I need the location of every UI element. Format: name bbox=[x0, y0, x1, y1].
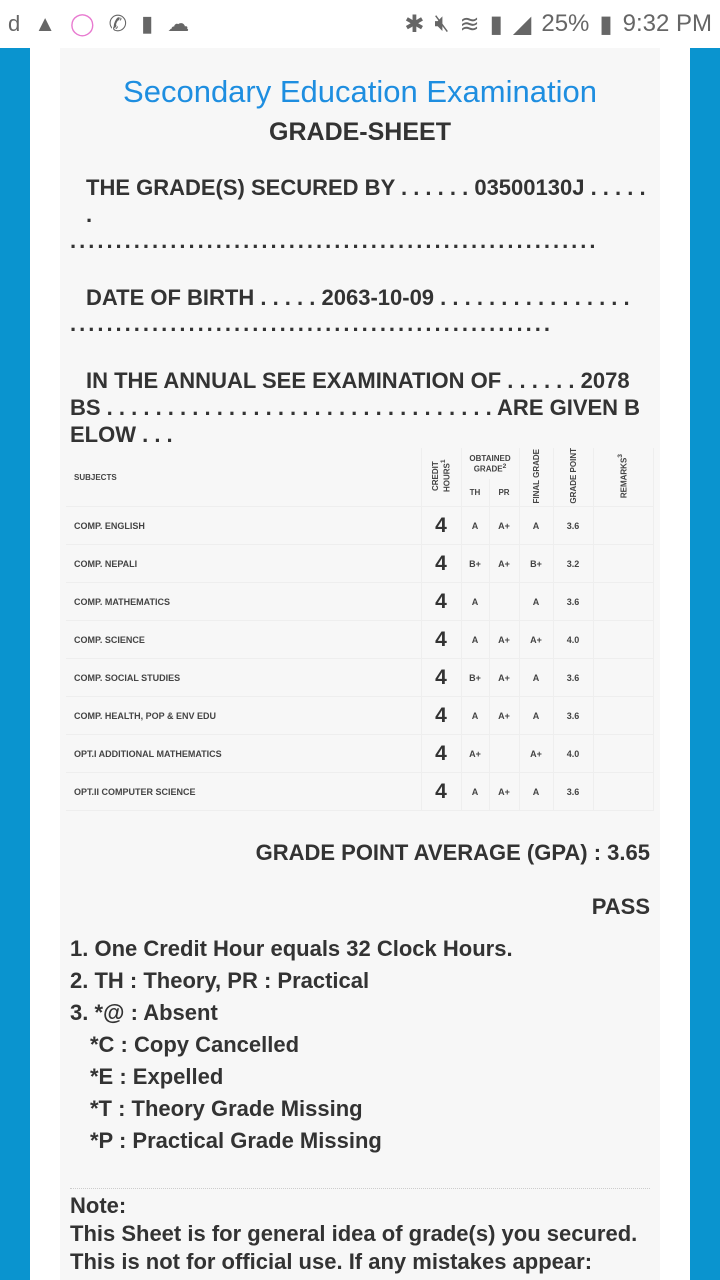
legend-item: *T : Theory Grade Missing bbox=[90, 1096, 363, 1121]
credit-cell: 4 bbox=[421, 621, 461, 659]
status-bar bbox=[0, 0, 720, 48]
th-grade-cell: A+ bbox=[461, 735, 489, 773]
credit-cell: 4 bbox=[421, 583, 461, 621]
pr-grade-cell: A+ bbox=[489, 773, 519, 811]
dob-line: DATE OF BIRTH . . . . . 2063-10-09 . . . . . . . . . . . . . . . . bbox=[86, 285, 630, 310]
result-status: PASS bbox=[591, 894, 650, 919]
pr-grade-cell: A+ bbox=[489, 659, 519, 697]
note bbox=[70, 1192, 670, 1276]
warning-icon: ▲ bbox=[34, 11, 57, 36]
credit-cell: 4 bbox=[421, 697, 461, 735]
symbol-number: 03500130J bbox=[474, 175, 585, 200]
col-grade-point: GRADE POINT bbox=[553, 448, 593, 507]
dob-value: 2063-10-09 bbox=[321, 285, 435, 310]
grade-point-cell: 3.6 bbox=[553, 507, 593, 545]
grade-point-cell: 3.6 bbox=[553, 583, 593, 621]
table-row bbox=[66, 735, 654, 773]
dots: .......................................................... bbox=[70, 228, 599, 253]
subject-cell: COMP. ENGLISH bbox=[66, 507, 421, 545]
remarks-cell bbox=[593, 697, 654, 735]
grade-point-cell: 4.0 bbox=[553, 735, 593, 773]
page-subtitle: GRADE-SHEET bbox=[269, 118, 451, 146]
table-row bbox=[66, 773, 654, 811]
dots: ..................................................... bbox=[70, 311, 553, 336]
table-row bbox=[66, 621, 654, 659]
grade-point-cell: 3.6 bbox=[553, 697, 593, 735]
pr-grade-cell bbox=[489, 735, 519, 773]
wifi-icon: ≋ bbox=[459, 10, 480, 38]
note-text: This is not for official use. If any mistakes appear: bbox=[70, 1249, 593, 1274]
table-row bbox=[66, 545, 654, 583]
legend-item: *C : Copy Cancelled bbox=[90, 1032, 300, 1057]
grades-table bbox=[66, 448, 654, 811]
table-row bbox=[66, 659, 654, 697]
gpa: GRADE POINT AVERAGE (GPA) : 3.65 bbox=[255, 840, 650, 865]
remarks-cell bbox=[593, 507, 654, 545]
grade-point-cell: 3.6 bbox=[553, 659, 593, 697]
cloud-icon: ☁ bbox=[167, 11, 190, 36]
battery-icon: ▮ bbox=[599, 10, 613, 38]
final-grade-cell: A+ bbox=[519, 735, 553, 773]
legend-item: 3. *@ : Absent bbox=[70, 1000, 218, 1025]
th-grade-cell: A bbox=[461, 621, 489, 659]
sd-card-icon: ▮ bbox=[141, 11, 154, 36]
phone-icon: ✆ bbox=[108, 11, 128, 36]
page-card bbox=[30, 48, 690, 1280]
credit-cell: 4 bbox=[421, 507, 461, 545]
remarks-cell bbox=[593, 545, 654, 583]
th-grade-cell: A bbox=[461, 583, 489, 621]
col-subjects: SUBJECTS bbox=[66, 448, 421, 507]
credit-cell: 4 bbox=[421, 773, 461, 811]
remarks-cell bbox=[593, 583, 654, 621]
th-grade-cell: B+ bbox=[461, 659, 489, 697]
bluetooth-icon: ✱ bbox=[404, 10, 425, 38]
final-grade-cell: A bbox=[519, 659, 553, 697]
note-text: This Sheet is for general idea of grade(s) you secured. bbox=[70, 1221, 638, 1246]
subject-cell: COMP. MATHEMATICS bbox=[66, 583, 421, 621]
sim-icon: ▮ bbox=[489, 10, 503, 38]
subject-cell: COMP. NEPALI bbox=[66, 545, 421, 583]
legend-item: 1. One Credit Hour equals 32 Clock Hours. bbox=[70, 936, 513, 961]
pr-grade-cell: A+ bbox=[489, 697, 519, 735]
col-remarks: REMARKS$^3$ bbox=[593, 448, 654, 507]
final-grade-cell: A bbox=[519, 507, 553, 545]
subject-cell: OPT.II COMPUTER SCIENCE bbox=[66, 773, 421, 811]
th-grade-cell: A bbox=[461, 697, 489, 735]
pr-grade-cell: A+ bbox=[489, 621, 519, 659]
app-icon: d bbox=[8, 11, 21, 36]
final-grade-cell: A bbox=[519, 773, 553, 811]
remarks-cell bbox=[593, 659, 654, 697]
final-grade-cell: A+ bbox=[519, 621, 553, 659]
legend-item: *E : Expelled bbox=[90, 1064, 224, 1089]
subject-cell: COMP. SCIENCE bbox=[66, 621, 421, 659]
table-row bbox=[66, 697, 654, 735]
battery-text: 25% bbox=[541, 10, 590, 37]
secured-by-line: THE GRADE(S) SECURED BY . . . . . . 03500130J . . . . . . bbox=[86, 175, 646, 227]
exam-line: IN THE ANNUAL SEE EXAMINATION OF . . . . . . 2078 bbox=[86, 368, 630, 393]
final-grade-cell: A bbox=[519, 697, 553, 735]
page-title: Secondary Education Examination bbox=[123, 74, 597, 109]
th-grade-cell: B+ bbox=[461, 545, 489, 583]
col-final: FINAL GRADE bbox=[519, 448, 553, 507]
credit-cell: 4 bbox=[421, 659, 461, 697]
remarks-cell bbox=[593, 735, 654, 773]
legend-item: *P : Practical Grade Missing bbox=[90, 1128, 382, 1153]
col-pr: PR bbox=[489, 479, 519, 507]
grade-point-cell: 4.0 bbox=[553, 621, 593, 659]
th-grade-cell: A bbox=[461, 507, 489, 545]
table-row bbox=[66, 507, 654, 545]
mute-icon: 🔇︎ bbox=[434, 10, 450, 37]
pr-grade-cell bbox=[489, 583, 519, 621]
col-th: TH bbox=[461, 479, 489, 507]
signal-icon: ◢ bbox=[512, 10, 532, 38]
clock: 9:32 PM bbox=[622, 10, 712, 37]
legend-item: 2. TH : Theory, PR : Practical bbox=[70, 968, 370, 993]
table-row bbox=[66, 583, 654, 621]
credit-cell: 4 bbox=[421, 545, 461, 583]
note-label: Note: bbox=[70, 1193, 127, 1218]
grade-point-cell: 3.2 bbox=[553, 545, 593, 583]
pr-grade-cell: A+ bbox=[489, 545, 519, 583]
remarks-cell bbox=[593, 773, 654, 811]
divider bbox=[70, 1188, 650, 1189]
subject-cell: COMP. SOCIAL STUDIES bbox=[66, 659, 421, 697]
final-grade-cell: A bbox=[519, 583, 553, 621]
subject-cell: COMP. HEALTH, POP & ENV EDU bbox=[66, 697, 421, 735]
legend bbox=[70, 933, 513, 1157]
exam-line-2: BS . . . . . . . . . . . . . . . . . . . . . . . . . . . . . . . . ARE GIVEN BELOW . . . bbox=[70, 395, 641, 447]
grade-point-cell: 3.6 bbox=[553, 773, 593, 811]
pr-grade-cell: A+ bbox=[489, 507, 519, 545]
col-obtained: OBTAINED GRADE$^2$ bbox=[461, 448, 519, 479]
col-credit: CREDIT HOURS$^1$ bbox=[421, 448, 461, 507]
final-grade-cell: B+ bbox=[519, 545, 553, 583]
grade-sheet bbox=[60, 48, 660, 1280]
whatsapp-icon: ◯ bbox=[70, 11, 95, 36]
remarks-cell bbox=[593, 621, 654, 659]
subject-cell: OPT.I ADDITIONAL MATHEMATICS bbox=[66, 735, 421, 773]
credit-cell: 4 bbox=[421, 735, 461, 773]
th-grade-cell: A bbox=[461, 773, 489, 811]
